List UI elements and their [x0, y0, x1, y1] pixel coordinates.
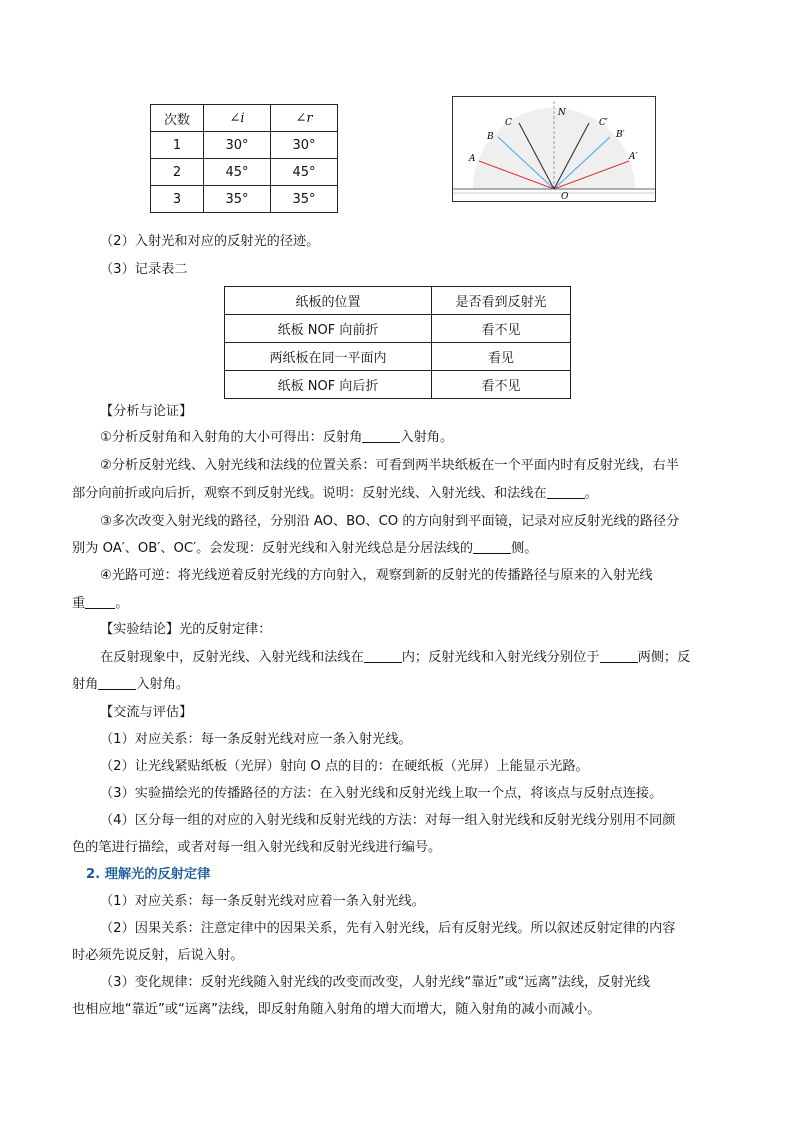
table-row: [225, 371, 571, 399]
evaluation-e2: （2）让光线紧贴纸板（光屏）射向 O 点的目的：在硬纸板（光屏）上能显示光路。: [100, 759, 589, 774]
table-header-row: [225, 287, 571, 315]
label-C: C: [505, 118, 512, 128]
conclusion-title-text: 光的反射定律：: [179, 622, 272, 637]
table-cell: 45°: [271, 159, 338, 186]
table-cell: 35°: [204, 186, 271, 213]
label-A-prime: A′: [629, 152, 638, 162]
table-row: [151, 186, 338, 213]
table-cell: 1: [151, 132, 204, 159]
fill-blank: [85, 594, 115, 609]
fill-blank: [362, 428, 400, 443]
conclusion-p2: [72, 671, 722, 699]
table-cell: 看不见: [432, 371, 571, 399]
header-board-position: 纸板的位置: [225, 287, 432, 315]
analysis-p1-end: 入射角。: [400, 430, 454, 445]
analysis-p4b-end: 。: [115, 596, 129, 611]
analysis-p3b: [72, 535, 722, 563]
table-row: [151, 159, 338, 186]
table-cell: 看不见: [432, 315, 571, 343]
analysis-title: 【分析与论证】: [100, 404, 193, 419]
conclusion-title: [100, 616, 750, 644]
analysis-p3b-text: 别为 OA′、OB′、OC′。会发现：反射光线和入射光线总是分居法线的: [72, 541, 474, 556]
analysis-p1: [100, 424, 750, 452]
header-count: 次数: [151, 105, 204, 132]
conclusion-p1-text: 在反射现象中，反射光线、入射光线和法线在: [100, 650, 364, 665]
reflection-diagram-svg: [453, 97, 655, 201]
section-2-title: 2. 理解光的反射定律: [86, 867, 211, 882]
table-row: [151, 132, 338, 159]
reflection-diagram: [452, 96, 656, 202]
conclusion-p2-end: 入射角。: [136, 677, 190, 692]
analysis-p4: ④光路可逆：将光线逆着反射光线的方向射入，观察到新的反射光的传播路径与原来的入射光线: [100, 568, 653, 583]
conclusion-p1-mid: 内；反射光线和入射光线分别位于: [401, 650, 600, 665]
evaluation-e4: （4）区分每一组的对应的入射光线和反射光线的方法：对每一组入射光线和反射光线分别用不同颜: [100, 813, 676, 828]
section-2-s3b: 也相应地“靠近”或“远离”法线，即反射角随入射角的增大而增大，随入射角的减小而减小。: [72, 1002, 601, 1017]
analysis-p2b-end: 。: [584, 486, 598, 501]
analysis-p4b-text: 重: [72, 596, 86, 611]
fill-blank: [473, 539, 511, 554]
evaluation-title: 【交流与评估】: [100, 705, 193, 720]
table-cell: 2: [151, 159, 204, 186]
table-row: [225, 343, 571, 371]
header-angle-i: ∠i: [204, 105, 271, 132]
label-C-prime: C′: [599, 118, 608, 128]
conclusion-title-bracket: 【实验结论】: [100, 622, 180, 637]
evaluation-e1: （1）对应关系：每一条反射光线对应一条入射光线。: [100, 732, 412, 747]
analysis-p3: ③多次改变入射光线的路径，分别沿 AO、BO、CO 的方向射到平面镜，记录对应反射光线的路径分: [100, 514, 680, 529]
label-B-prime: B′: [616, 130, 625, 140]
section-2-s3: （3）变化规律：反射光线随入射光线的改变而改变，人射光线“靠近”或“远离”法线，反射光线: [100, 975, 651, 990]
label-N: N: [558, 108, 566, 118]
item-3: （3）记录表二: [100, 262, 188, 277]
section-2-s2: （2）因果关系：注意定律中的因果关系，先有入射光线，后有反射光线。所以叙述反射定律的内容: [100, 921, 676, 936]
table-cell: 看见: [432, 343, 571, 371]
header-angle-r: ∠r: [271, 105, 338, 132]
fill-blank: [98, 675, 136, 690]
table-cell: 两纸板在同一平面内: [225, 343, 432, 371]
record-table-2: [224, 286, 571, 399]
table-header-row: [151, 105, 338, 132]
record-table-1: [150, 104, 338, 213]
analysis-p1-text: ①分析反射角和入射角的大小可得出：反射角: [100, 430, 363, 445]
item-2: （2）入射光和对应的反射光的径迹。: [100, 234, 320, 249]
analysis-p2: ②分析反射光线、入射光线和法线的位置关系：可看到两半块纸板在一个平面内时有反射光线，右半: [100, 458, 679, 473]
conclusion-p2-text: 射角: [72, 677, 99, 692]
table-cell: 35°: [271, 186, 338, 213]
label-O: O: [561, 192, 569, 201]
label-A: A: [469, 154, 476, 164]
section-2-s1: （1）对应关系：每一条反射光线对应着一条入射光线。: [100, 894, 425, 909]
table-cell: 30°: [204, 132, 271, 159]
evaluation-e4b: 色的笔进行描绘，或者对每一组入射光线和反射光线进行编号。: [72, 840, 442, 855]
fill-blank: [547, 484, 585, 499]
conclusion-p1-end: 两侧；反: [637, 650, 691, 665]
table-row: [225, 315, 571, 343]
analysis-p3b-end: 侧。: [511, 541, 538, 556]
section-2-s2b: 时必须先说反射，后说入射。: [72, 948, 244, 963]
fill-blank: [364, 648, 402, 663]
table-cell: 3: [151, 186, 204, 213]
fill-blank: [600, 648, 638, 663]
analysis-p2b: [72, 480, 722, 508]
table-cell: 30°: [271, 132, 338, 159]
analysis-p4b: [72, 590, 722, 618]
label-B: B: [487, 132, 494, 142]
conclusion-p1: [100, 644, 750, 672]
table-cell: 纸板 NOF 向前折: [225, 315, 432, 343]
header-see-reflection: 是否看到反射光: [432, 287, 571, 315]
analysis-p2b-text: 部分向前折或向后折，观察不到反射光线。说明：反射光线、入射光线、和法线在: [72, 486, 547, 501]
table-cell: 45°: [204, 159, 271, 186]
table-cell: 纸板 NOF 向后折: [225, 371, 432, 399]
evaluation-e3: （3）实验描绘光的传播路径的方法：在入射光线和反射光线上取一个点，将该点与反射点连接。: [100, 786, 663, 801]
